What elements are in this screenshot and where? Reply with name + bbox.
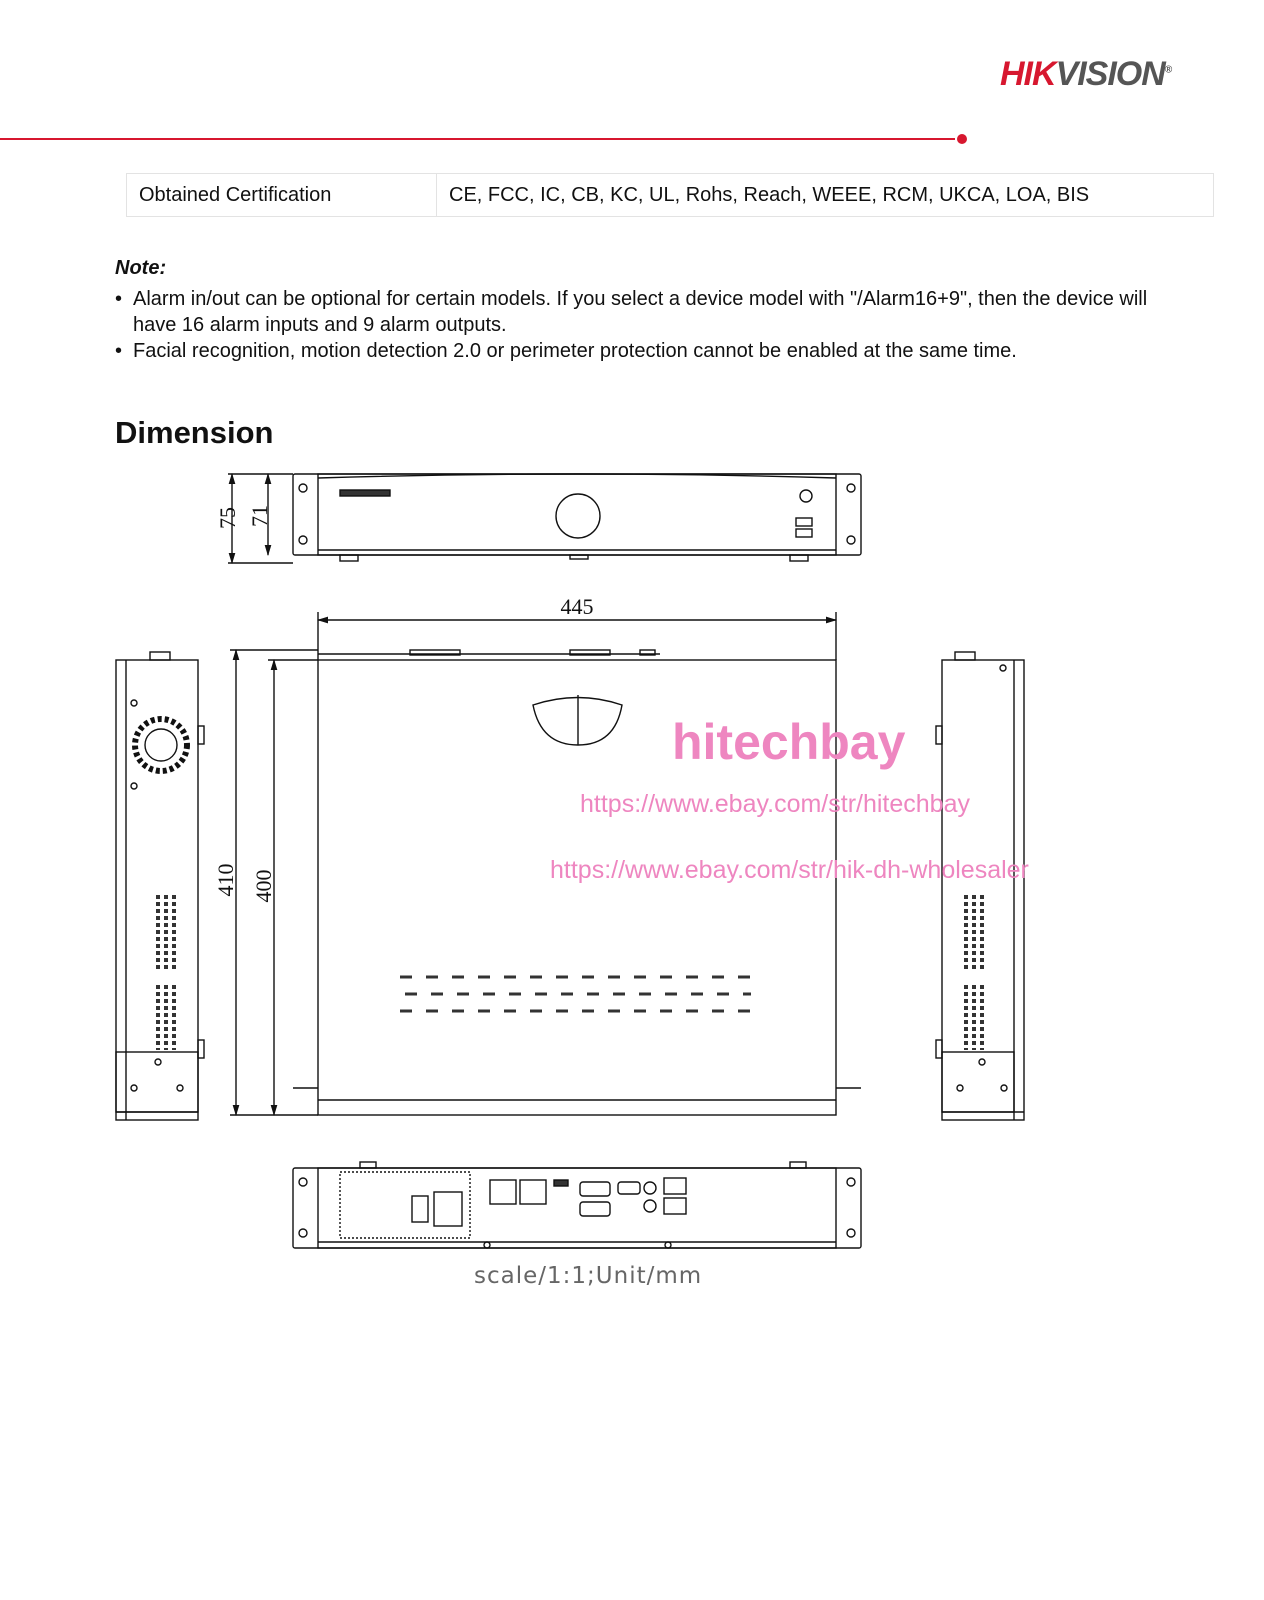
dim-depth-outer: 410	[213, 863, 239, 897]
dim-height-inner: 71	[247, 505, 273, 527]
front-view	[228, 474, 861, 563]
dim-height-outer: 75	[215, 507, 241, 529]
dim-depth-inner: 400	[251, 869, 277, 903]
watermark-url-2: https://www.ebay.com/str/hik-dh-wholesaler	[550, 856, 1029, 884]
note-item: • Alarm in/out can be optional for certain models. If you select a device model with "/Alarm16+9", then the device will have 16 alarm inputs and 9 alarm outputs.	[115, 286, 1175, 338]
note-title: Note:	[115, 257, 167, 279]
spec-label: Obtained Certification	[127, 174, 437, 217]
dimension-title: Dimension	[115, 415, 274, 450]
scale-caption: scale/1:1;Unit/mm	[474, 1263, 703, 1289]
hikvision-logo: HIKVISION®	[1000, 55, 1172, 93]
rear-view	[293, 1162, 861, 1248]
right-side-view	[936, 652, 1024, 1120]
spec-value: CE, FCC, IC, CB, KC, UL, Rohs, Reach, WEEE, RCM, UKCA, LOA, BIS	[437, 174, 1214, 217]
watermark-name: hitechbay	[672, 714, 906, 770]
dim-width: 445	[560, 594, 594, 619]
left-side-view	[116, 652, 204, 1120]
watermark-url-1: https://www.ebay.com/str/hitechbay	[580, 790, 970, 818]
vent-slots	[400, 977, 756, 1011]
note-item: • Facial recognition, motion detection 2.0 or perimeter protection cannot be enabled at the same time.	[115, 338, 1175, 364]
